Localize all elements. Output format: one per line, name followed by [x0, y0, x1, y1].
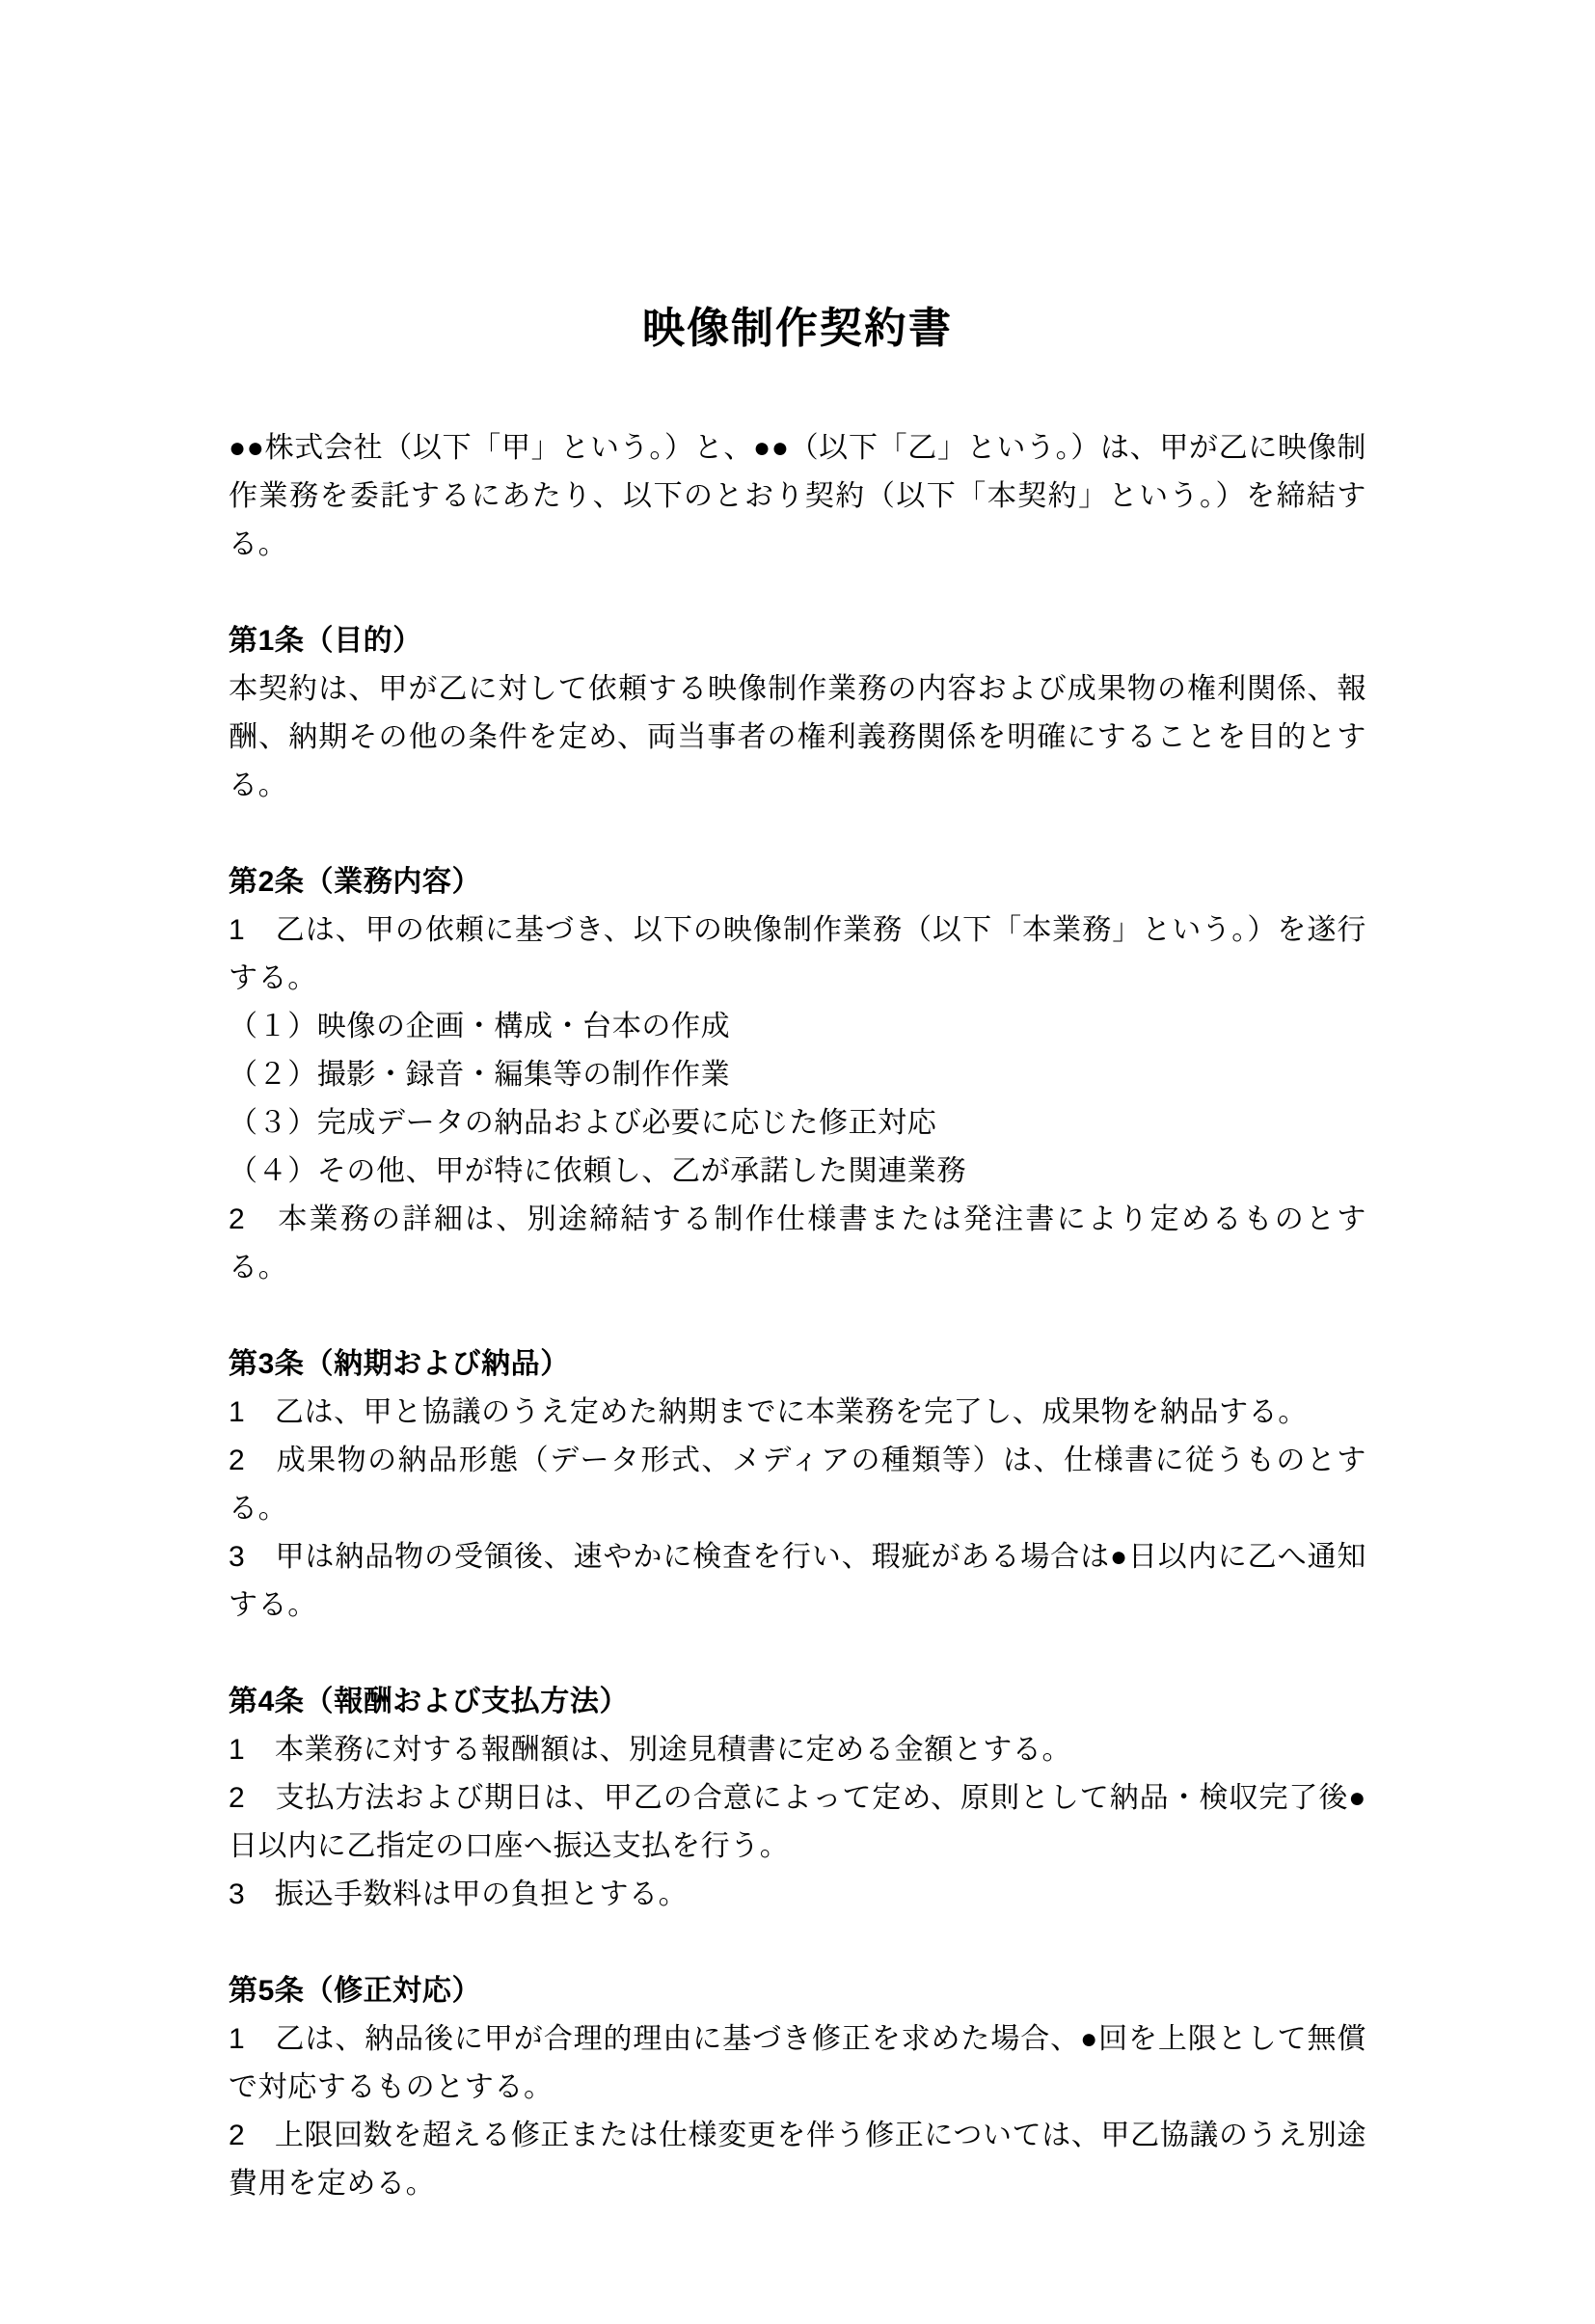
document-title: 映像制作契約書 [642, 305, 953, 352]
paragraph: 3 甲は納品物の受領後、速やかに検査を行い、瑕疵がある場合は●日以内に乙へ通知する。 [229, 1541, 1366, 1621]
list-item: （４）その他、甲が特に依頼し、乙が承諾した関連業務 [229, 1155, 966, 1187]
section-heading: 第5条（修正対応） [229, 1975, 482, 2007]
section-heading: 第2条（業務内容） [229, 866, 482, 898]
list-item: （３）完成データの納品および必要に応じた修正対応 [229, 1107, 937, 1139]
paragraph: 2 支払方法および期日は、甲乙の合意によって定め、原則として納品・検収完了後●日以内に乙指定の口座へ振込支払を行う。 [229, 1782, 1366, 1862]
paragraph: 3 振込手数料は甲の負担とする。 [229, 1878, 689, 1910]
paragraph: 1 本業務に対する報酬額は、別途見積書に定める金額とする。 [229, 1734, 1072, 1766]
section-article-5 [229, 1967, 1366, 2208]
list-item: （２）撮影・録音・編集等の制作作業 [229, 1059, 731, 1091]
paragraph: 1 乙は、甲の依頼に基づき、以下の映像制作業務（以下「本業務」という。）を遂行する。 [229, 914, 1366, 994]
paragraph: 2 成果物の納品形態（データ形式、メディアの種類等）は、仕様書に従うものとする。 [229, 1445, 1366, 1525]
section-heading: 第4条（報酬および支払方法） [229, 1686, 630, 1717]
paragraph: 本契約は、甲が乙に対して依頼する映像制作業務の内容および成果物の権利関係、報酬、納期その他の条件を定め、両当事者の権利義務関係を明確にすることを目的とする。 [229, 673, 1366, 801]
paragraph: 2 本業務の詳細は、別途締結する制作仕様書または発注書により定めるものとする。 [229, 1203, 1366, 1284]
paragraph: 1 乙は、納品後に甲が合理的理由に基づき修正を求めた場合、●回を上限として無償で対応するものとする。 [229, 2023, 1366, 2103]
section-heading: 第3条（納期および納品） [229, 1348, 570, 1380]
section-article-3 [229, 1340, 1366, 1630]
list-item: （１）映像の企画・構成・台本の作成 [229, 1011, 731, 1042]
section-article-4 [229, 1678, 1366, 1919]
paragraph: 2 上限回数を超える修正または仕様変更を伴う修正については、甲乙協議のうえ別途費用を定める。 [229, 2120, 1366, 2200]
section-heading: 第1条（目的） [229, 625, 422, 657]
paragraph: 1 乙は、甲と協議のうえ定めた納期までに本業務を完了し、成果物を納品する。 [229, 1396, 1308, 1428]
section-article-1 [229, 617, 1366, 810]
section-article-2 [229, 858, 1366, 1292]
intro-paragraph: ●●株式会社（以下「甲」という。）と、●●（以下「乙」という。）は、甲が乙に映像制作業務を委託するにあたり、以下のとおり契約（以下「本契約」という。）を締結する。 [229, 432, 1366, 560]
